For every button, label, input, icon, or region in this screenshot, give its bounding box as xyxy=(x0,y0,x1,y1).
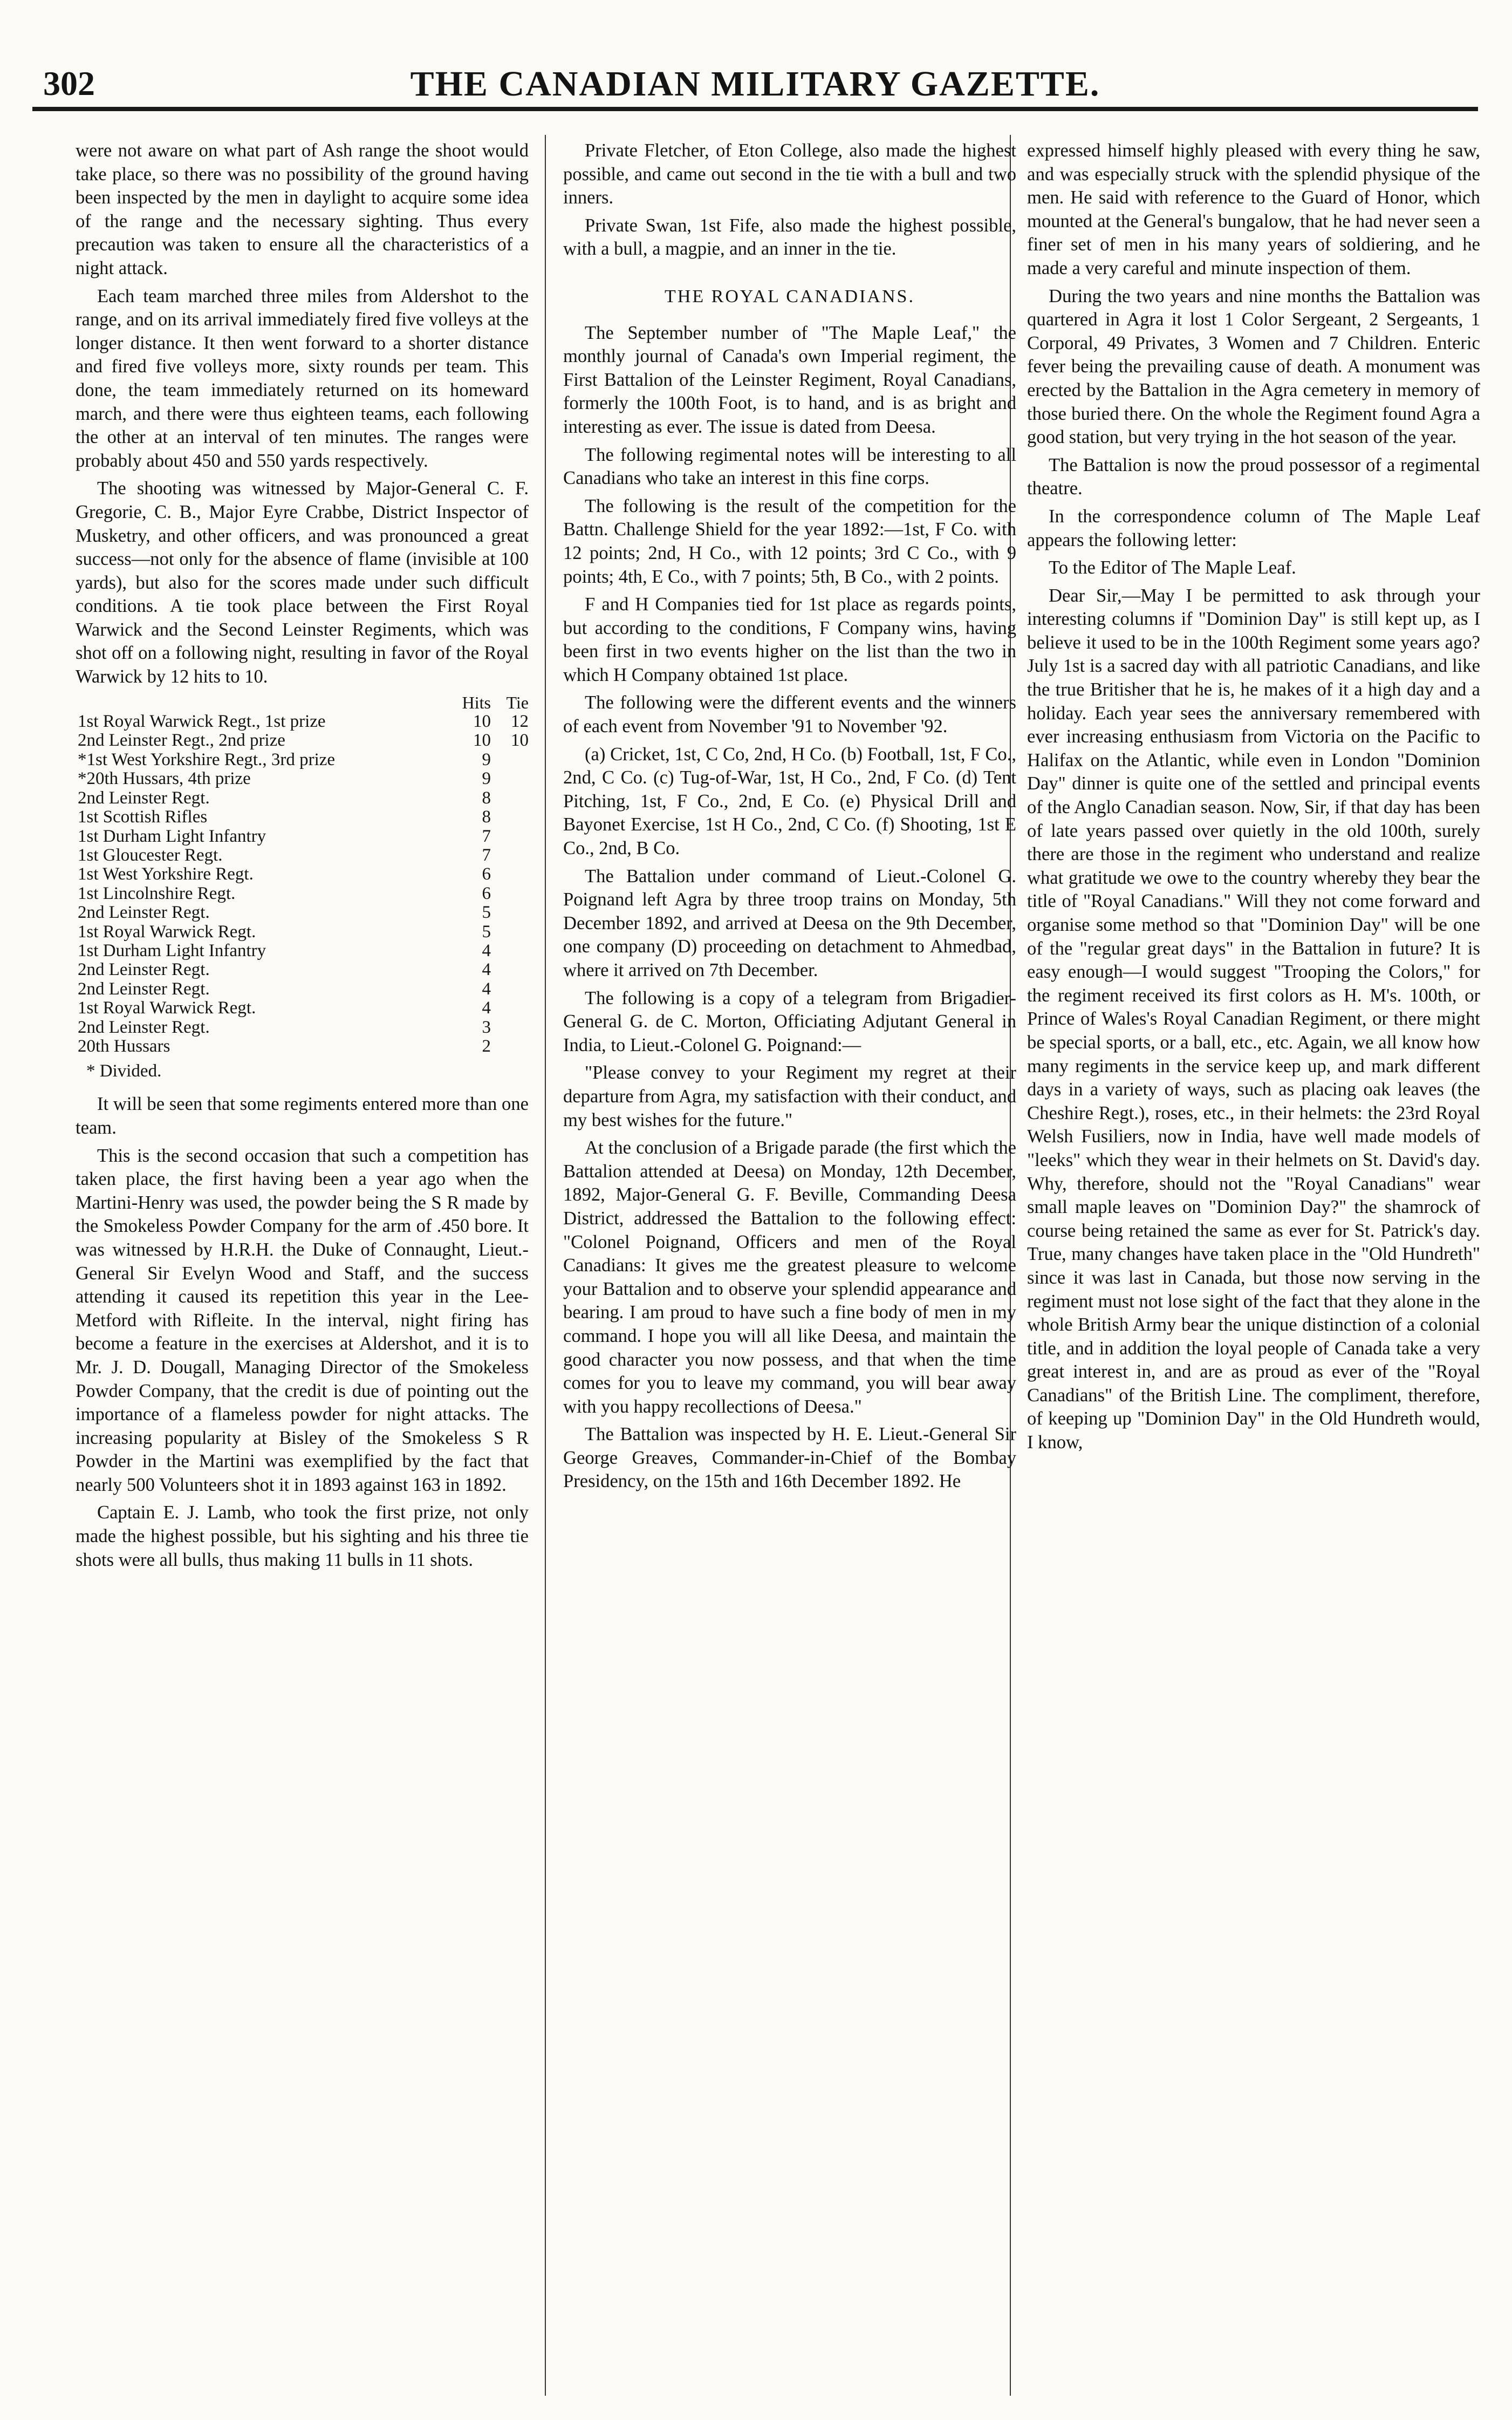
paragraph: The following regimental notes will be interesting to all Canadians who take an interest in this fine corps. xyxy=(563,444,1016,489)
team-cell: 1st Lincolnshire Regt. xyxy=(78,883,236,903)
paragraph: It will be seen that some regiments entered more than one team. xyxy=(76,1094,529,1138)
paragraph: (a) Cricket, 1st, C Co, 2nd, H Co. (b) Football, 1st, F Co., 2nd, C Co. (c) Tug-of-War, 1st, H Co., 2nd, F Co. (d) Tent Pitching, 1st, F Co., 2nd, E Co. (e) Physical Drill and Bayonet Exercise, 1st H Co., 2nd, C Co. (f) Shooting, 1st E Co., 2nd, B Co. xyxy=(563,744,1016,859)
team-cell: 2nd Leinster Regt. xyxy=(78,979,210,999)
table-row xyxy=(76,903,529,922)
table-row xyxy=(76,1018,529,1037)
tie-cell xyxy=(491,923,529,942)
tie-cell xyxy=(491,960,529,979)
team-cell: 2nd Leinster Regt. xyxy=(78,1017,210,1037)
paragraph: The following is the result of the competition for the Battn. Challenge Shield for the year 1892:—1st, F Co. with 12 points; 2nd, H Co., with 12 points; 3rd C Co., with 9 points; 4th, E Co., with 7 points; 5th, B Co., with 2 points. xyxy=(563,495,1016,587)
paragraph: Private Swan, 1st Fife, also made the highest possible, with a bull, a magpie, and an inner in the tie. xyxy=(563,215,1016,260)
table-row xyxy=(76,808,529,827)
team-cell: 1st Scottish Rifles xyxy=(78,807,208,827)
tie-cell xyxy=(491,999,529,1018)
journal-title: THE CANADIAN MILITARY GAZETTE. xyxy=(410,64,1100,104)
tie-cell xyxy=(491,1018,529,1037)
table-row xyxy=(76,999,529,1018)
table-row xyxy=(76,731,529,750)
column-divider xyxy=(545,135,546,2396)
team-cell: *1st West Yorkshire Regt., 3rd prize xyxy=(78,749,336,769)
hits-cell: 10 xyxy=(473,731,491,751)
hits-cell: 7 xyxy=(482,826,491,846)
letter-body: Dear Sir,—May I be permitted to ask through your interesting columns if "Dominion Day" is still kept up, as I believe it used to be in the 100th Regiment some years ago? July 1st is a sacred day with all patriotic Canadians, and like the true Britisher that he is, he makes of it a high day and a holiday. Each year sees the anniversary remembered with ever increasing enthusiasm from Victoria on the Pacific to Halifax on the Atlantic, while even in London "Dominion Day" dinner is quite one of the settled and principal events of the Anglo Canadian season. Now, Sir, if that day has been of late years passed over quietly in the old 100th, surely there are those in the regiment who understand and realize what gratitude we owe to the country whereby they bear the title of "Royal Canadians." Will they not come forward and organise some method so that "Dominion Day" will be one of the "regular great days" in the Battalion in future? It is easy enough—I would suggest "Trooping the Colors," for the regiment received its first colors as H. M's. 100th, or Prince of Wales's Royal Canadian Regiment, or there might be special sports, or a ball, etc., etc. Again, we all know how many regiments in the service keep up, and mark different days in a variety of ways, such as placing oak leaves (the Cheshire Regt.), roses, etc., in their helmets: the 23rd Royal Welsh Fusiliers, now in India, have well made models of "leeks" which they wear in their helmets on St. David's day. Why, therefore, should not the "Royal Canadians" wear small maple leaves on "Dominion Day?" the shamrock of course being retained the same as ever for St. Patrick's day. True, many changes have taken place in the "Old Hundreth" since it was last in Canada, but those now serving in the regiment must not lose sight of the fact that they alone in the whole British Army bear the unique distinction of a colonial title, and in addition the loyal people of Canada take a very great interest in, and are as proud as ever of the "Royal Canadians" of the British Line. The compliment, therefore, of keeping up "Dominion Day" in the Old Hundreth would, I know, xyxy=(1027,585,1480,1453)
paragraph: Captain E. J. Lamb, who took the first prize, not only made the highest possible, but his sighting and his three tie shots were all bulls, thus making 11 bulls in 11 shots. xyxy=(76,1502,529,1570)
results-table xyxy=(76,693,529,1056)
hits-cell: 9 xyxy=(482,749,491,769)
tie-cell xyxy=(491,1037,529,1056)
table-row xyxy=(76,846,529,865)
team-cell: 2nd Leinster Regt., 2nd prize xyxy=(78,731,285,751)
tie-cell xyxy=(491,751,529,769)
team-cell: 2nd Leinster Regt. xyxy=(78,903,210,923)
tie-cell: 10 xyxy=(511,731,529,751)
team-cell: 1st Royal Warwick Regt., 1st prize xyxy=(78,712,326,732)
hits-cell: 2 xyxy=(482,1036,491,1056)
team-cell: 2nd Leinster Regt. xyxy=(78,788,210,808)
table-row xyxy=(76,980,529,999)
hits-cell: 6 xyxy=(482,883,491,903)
hits-cell: 4 xyxy=(482,998,491,1018)
tie-cell xyxy=(491,980,529,999)
hits-cell: 10 xyxy=(473,712,491,732)
tie-cell xyxy=(491,865,529,884)
paragraph: In the correspondence column of The Maple Leaf appears the following letter: xyxy=(1027,506,1480,550)
team-cell: 2nd Leinster Regt. xyxy=(78,960,210,980)
tie-cell xyxy=(491,827,529,846)
table-row xyxy=(76,712,529,731)
hits-cell: 7 xyxy=(482,845,491,865)
column-header-tie: Tie xyxy=(506,692,529,712)
hits-cell: 5 xyxy=(482,903,491,923)
column-1 xyxy=(76,139,529,1576)
table-row xyxy=(76,884,529,903)
paragraph: The Battalion under command of Lieut.-Colonel G. Poignand left Agra by three troop trains on Monday, 5th December 1892, and arrived at Deesa on the 9th December, one company (D) proceeding on detachment to Ahmedbad, where it arrived on 7th December. xyxy=(563,865,1016,980)
team-cell: *20th Hussars, 4th prize xyxy=(78,769,251,789)
paragraph: were not aware on what part of Ash range the shoot would take place, so there was no possibility of the ground having been inspected by the men in daylight to acquire some idea of the range and the necessary sighting. Thus every precaution was taken to ensure all the characteristics of a night attack. xyxy=(76,140,529,278)
tie-cell xyxy=(491,942,529,960)
table-row xyxy=(76,865,529,884)
paragraph: The following is a copy of a telegram from Brigadier-General G. de C. Morton, Officiating Adjutant General in India, to Lieut.-Colonel G. Poignand:— xyxy=(563,987,1016,1055)
tie-cell xyxy=(491,769,529,788)
table-row xyxy=(76,942,529,960)
letter-salutation: To the Editor of The Maple Leaf. xyxy=(1049,557,1296,578)
team-cell: 1st Durham Light Infantry xyxy=(78,826,266,846)
paragraph: This is the second occasion that such a competition has taken place, the first having been a year ago when the Martini-Henry was used, the powder being the S R made by the Smokeless Powder Company for the arm of .450 bore. It was witnessed by H.R.H. the Duke of Connaught, Lieut.-General Sir Evelyn Wood and Staff, and the success attending it caused its repetition this year in the Lee-Metford with Rifleite. In the interval, night firing has become a feature in the exercises at Aldershot, and it is to Mr. J. D. Dougall, Managing Director of the Smokeless Powder Company, that the credit is due of pointing out the importance of a flameless powder for night attacks. The increasing popularity at Bisley of the Smokeless S R Powder in the Martini was exemplified by the fact that nearly 500 Volunteers shot it in 1893 against 163 in 1892. xyxy=(76,1145,529,1495)
paragraph: expressed himself highly pleased with every thing he saw, and was especially struck with the splendid physique of the men. He said with reference to the Guard of Honor, which mounted at the General's bungalow, that he had never seen a finer set of men in his many years of soldiering, and he made a very careful and minute inspection of them. xyxy=(1027,140,1480,278)
hits-cell: 4 xyxy=(482,960,491,980)
column-2 xyxy=(563,139,1016,1498)
team-cell: 1st Gloucester Regt. xyxy=(78,845,223,865)
team-cell: 1st Royal Warwick Regt. xyxy=(78,922,256,942)
table-row xyxy=(76,751,529,769)
table-row xyxy=(76,789,529,808)
hits-cell: 8 xyxy=(482,807,491,827)
paragraph: F and H Companies tied for 1st place as regards points, but according to the conditions, F Company wins, having been first in two events higher on the list than the two in which H Company obtained 1st place. xyxy=(563,594,1016,685)
team-cell: 1st West Yorkshire Regt. xyxy=(78,864,254,884)
paragraph: Each team marched three miles from Aldershot to the range, and on its arrival immediately fired five volleys at the longer distance. It then went forward to a shorter distance and fired five volleys more, sixty rounds per team. This done, the team immediately returned on its homeward march, and there were thus eighteen teams, each following the other at an interval of ten minutes. The ranges were probably about 450 and 550 yards respectively. xyxy=(76,285,529,471)
team-cell: 1st Durham Light Infantry xyxy=(78,940,266,960)
table-row xyxy=(76,923,529,942)
table-header-row xyxy=(76,693,529,712)
table-footnote: * Divided. xyxy=(86,1061,162,1081)
hits-cell: 3 xyxy=(482,1017,491,1037)
paragraph: At the conclusion of a Brigade parade (the first which the Battalion attended at Deesa) on Monday, 12th December, 1892, Major-General G. F. Beville, Commanding Deesa District, addressed the Battalion to the following effect: "Colonel Poignand, Officers and men of the Royal Canadians: It gives me the greatest pleasure to welcome your Battalion and to observe your splendid appearance and bearing. I am proud to have such a fine body of men in my command. I hope you will all like Deesa, and maintain the good character you now possess, and that when the time comes for you to leave my command, you will bear away with you happy recollections of Deesa." xyxy=(563,1137,1016,1417)
paragraph: The Battalion is now the proud possessor of a regimental theatre. xyxy=(1027,454,1480,499)
paragraph: The shooting was witnessed by Major-General C. F. Gregorie, C. B., Major Eyre Crabbe, District Inspector of Musketry, and other officers, and was pronounced a great success—not only for the absence of flame (invisible at 100 yards), but also for the scores made under such difficult conditions. A tie took place between the First Royal Warwick and the Second Leinster Regiments, which was shot off on a following night, resulting in favor of the Royal Warwick by 12 hits to 10. xyxy=(76,478,529,687)
column-3 xyxy=(1027,139,1480,1459)
quotation: "Please convey to your Regiment my regret at their departure from Agra, my satisfaction with their conduct, and my best wishes for the future." xyxy=(563,1062,1016,1130)
paragraph: The September number of "The Maple Leaf," the monthly journal of Canada's own Imperial regiment, the First Battalion of the Leinster Regiment, Royal Canadians, formerly the 100th Foot, is to hand, and is as bright and interesting as ever. The issue is dated from Deesa. xyxy=(563,322,1016,437)
hits-cell: 6 xyxy=(482,864,491,884)
hits-cell: 5 xyxy=(482,922,491,942)
masthead xyxy=(32,64,1478,111)
paragraph: The Battalion was inspected by H. E. Lieut.-General Sir George Greaves, Commander-in-Chief of the Bombay Presidency, on the 15th and 16th December 1892. He xyxy=(563,1424,1016,1492)
table-row xyxy=(76,1037,529,1056)
table-row xyxy=(76,769,529,788)
table-row xyxy=(76,960,529,979)
section-heading: THE ROYAL CANADIANS. xyxy=(665,286,915,306)
hits-cell: 4 xyxy=(482,940,491,960)
paragraph: Private Fletcher, of Eton College, also made the highest possible, and came out second in the tie with a bull and two inners. xyxy=(563,140,1016,208)
tie-cell xyxy=(491,884,529,903)
tie-cell xyxy=(491,846,529,865)
tie-cell xyxy=(491,808,529,827)
team-cell: 20th Hussars xyxy=(78,1036,170,1056)
hits-cell: 8 xyxy=(482,788,491,808)
hits-cell: 9 xyxy=(482,769,491,789)
tie-cell xyxy=(491,789,529,808)
tie-cell xyxy=(491,903,529,922)
paragraph: The following were the different events and the winners of each event from November '91 to November '92. xyxy=(563,692,1016,737)
table-row xyxy=(76,827,529,846)
hits-cell: 4 xyxy=(482,979,491,999)
team-cell: 1st Royal Warwick Regt. xyxy=(78,998,256,1018)
column-header-hits: Hits xyxy=(462,692,491,712)
tie-cell: 12 xyxy=(511,712,529,732)
paragraph: During the two years and nine months the Battalion was quartered in Agra it lost 1 Color Sergeant, 2 Sergeants, 1 Corporal, 49 Privates, 3 Women and 7 Children. Enteric fever being the prevailing cause of death. A monument was erected by the Battalion in the Agra cemetery in memory of those buried there. On the whole the Regiment found Agra a good station, but very trying in the hot season of the year. xyxy=(1027,285,1480,448)
page-number: 302 xyxy=(43,64,95,103)
